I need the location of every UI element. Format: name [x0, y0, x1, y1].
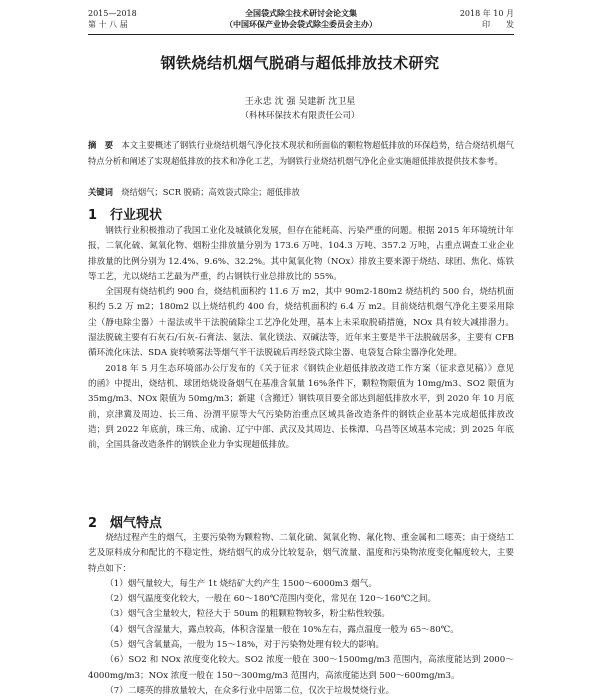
section-1-paragraph: 钢铁行业积极推动了我国工业化及城镇化发展，但存在能耗高、污染严重的问题。根据 2015 年环境统计年报，二氧化硫、氮氧化物、烟粉尘排放量分别为 173.6 万吨、104.3 万吨、357.2 万吨，占重点调查工业企业排放量的比例分别为 12.4%、9.6%、32.2%。其中氮氧化物（NOx）排放主要来源于烧结、球团、焦化、炼铁等工艺，尤以烧结工艺最为严重，约占钢铁行业总排放比的 55%。 [88, 226, 514, 282]
header-date: 2018 年 10 月 [459, 9, 514, 18]
header-divider [88, 34, 514, 35]
header-right [460, 8, 514, 30]
feature-item: （7）二噁英的排放量较大，在众多行业中居第二位，仅次于垃圾焚烧行业。 [105, 685, 395, 696]
section-2-intro: 烧结过程产生的烟气，主要污染物为颗粒物、二氧化硫、氮氧化物、氟化物、重金属和二噁英；由于烧结工艺及原料成分和配比的不稳定性，烧结烟气的成分比较复杂，烟气流量、温度和污染物浓度变化幅度较大，主要特点如下： [88, 533, 514, 574]
keywords-text: 烧结烟气；SCR 脱硝；高效袋式除尘；超低排放 [121, 187, 300, 197]
abstract-label: 摘 要 [88, 140, 114, 150]
section-2-body [88, 531, 514, 699]
header-issued: 印 发 [482, 20, 514, 29]
feature-item: （4）烟气含湿量大，露点较高，体积含湿量一般在 10%左右，露点温度一般为 65～80℃。 [105, 624, 459, 635]
abstract [88, 138, 514, 169]
keywords [88, 186, 514, 198]
paper-title: 钢铁烧结机烟气脱硝与超低排放技术研究 [160, 54, 440, 72]
section-1-body [88, 224, 514, 453]
feature-item: （1）烟气量较大，每生产 1t 烧结矿大约产生 1500～6000m3 烟气。 [105, 578, 377, 589]
header-years: 2015—2018 [88, 9, 137, 18]
paper-affiliation: （科林环保技术有限责任公司） [240, 111, 360, 121]
feature-item: （3）烟气含尘量较大，粒径大于 50um 的粗颗粒物较多，粉尘粘性较强。 [105, 609, 390, 620]
paper-authors: 王永忠 沈 强 吴建新 沈卫星 [244, 97, 356, 107]
header-organizer: （中国环保产业协会袋式除尘委员会主办） [225, 19, 377, 29]
feature-item: （6）SO2 和 NOx 浓度变化较大。SO2 浓度一般在 300～1500mg/m3 范围内，高浓度能达到 2000～4000mg/m3；NOx 浓度一般在 150～300mg/m3 范围内，高浓度能达到 500～600mg/m3。 [88, 655, 514, 681]
section-1-paragraph: 全国现有烧结机约 900 台，烧结机面积约 11.6 万 m2，其中 90m2-180m2 烧结机约 500 台，烧结机面积约 5.2 万 m2；180m2 以上烧结机约 400 台，烧结机面积约 6.4 万 m2。目前烧结机烟气净化主要采用除尘（静电除尘器）＋湿法或半干法脱硫除尘工艺净化处理，基本上未采取脱硝措施，NOx 具有较大减排潜力。湿法脱硫主要有石灰石/石灰-石膏法、氨法、氧化镁法、双碱法等，近年来主要是半干法脱硫居多，主要有 CFB 循环流化床法、SDA 旋转喷雾法等烟气半干法脱硫后再经袋式除尘器、电袋复合除尘器净化处理。 [88, 287, 514, 359]
section-1-heading: 1 行业现状 [88, 208, 163, 223]
keywords-label: 关键词 [88, 187, 113, 197]
feature-item: （5）烟气含氧量高，一般为 15～18%，对于污染物处理有较大的影响。 [105, 640, 385, 651]
header-session: 第 十 八 届 [88, 20, 128, 29]
header-proceedings-title: 全国袋式除尘技术研讨会论文集 [245, 8, 357, 18]
section-2-heading: 2 烟气特点 [88, 516, 163, 531]
header-center [88, 8, 514, 30]
feature-item: （2）烟气温度变化较大，一般在 60～180℃范围内变化，常见在 120～160℃之间。 [105, 594, 437, 605]
section-1-paragraph: 2018 年 5 月生态环境部办公厅发布的《关于征求《钢铁企业超低排放改造工作方案（征求意见稿）》意见的函》中提出，烧结机、球团焙烧设备烟气在基准含氧量 16%条件下，颗粒物限值为 10mg/m3、SO2 限值为 35mg/m3、NOx 限值为 50mg/m3；新建（含搬迁）钢铁项目要全部达到超低排放水平，到 2020 年 10 月底前，京津冀及周边、长三角、汾渭平原等大气污染防治重点区域具备改造条件的钢铁企业基本完成超低排放改造；到 2022 年底前，珠三角、成渝、辽宁中部、武汉及其周边、长株潭、乌昌等区域基本完成；到 2025 年底前，全国具备改造条件的钢铁企业力争实现超低排放。 [88, 363, 514, 451]
abstract-text: 本文主要概述了钢铁行业烧结机烟气净化技术现状和所面临的颗粒物超低排放的环保趋势，结合烧结机烟气特点分析和阐述了实现超低排放的技术和净化工艺，为钢铁行业烧结机烟气净化企业实施超低排放提供技术参考。 [88, 140, 514, 166]
